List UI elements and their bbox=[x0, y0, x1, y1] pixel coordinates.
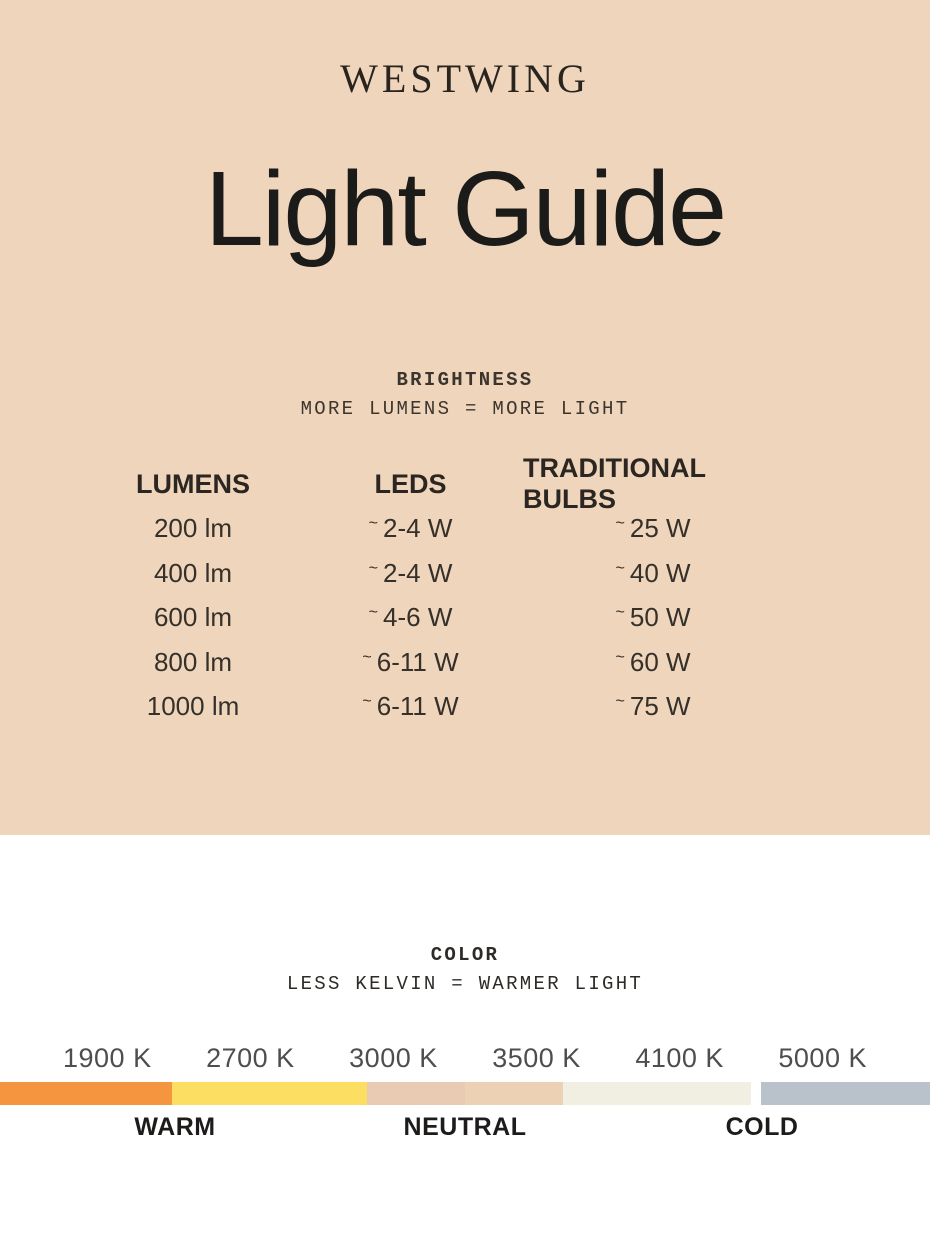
kelvin-scale-labels bbox=[0, 1043, 930, 1074]
color-subheading: LESS KELVIN = WARMER LIGHT bbox=[286, 973, 644, 995]
bulbs-cell bbox=[615, 691, 690, 722]
lumens-cell: 800 lm bbox=[153, 646, 233, 677]
bar-segment-5000k bbox=[761, 1082, 930, 1105]
leds-value: 6-11 W bbox=[376, 646, 459, 677]
color-temperature-section bbox=[0, 835, 930, 1240]
brightness-heading: BRIGHTNESS bbox=[396, 369, 534, 391]
leds-cell bbox=[369, 513, 453, 544]
brightness-heading-block bbox=[0, 366, 930, 424]
kelvin-label-1900k: 1900 K bbox=[63, 1043, 152, 1073]
approx-tilde: ~ bbox=[368, 558, 379, 577]
bulbs-value: 50 W bbox=[629, 602, 691, 633]
lumens-cell: 400 lm bbox=[153, 557, 233, 588]
bulbs-value: 40 W bbox=[629, 557, 691, 588]
kelvin-label-4100k: 4100 K bbox=[635, 1043, 724, 1073]
bulbs-value: 60 W bbox=[629, 646, 691, 677]
brightness-subheading: MORE LUMENS = MORE LIGHT bbox=[300, 398, 630, 420]
leds-value: 2-4 W bbox=[383, 557, 453, 588]
approx-tilde: ~ bbox=[615, 647, 625, 666]
color-heading-block bbox=[0, 941, 930, 999]
kelvin-label-3500k: 3500 K bbox=[492, 1043, 581, 1073]
leds-value: 6-11 W bbox=[376, 691, 459, 722]
leds-cell bbox=[362, 647, 458, 678]
temperature-label-warm: WARM bbox=[134, 1113, 216, 1141]
bar-segment-2700k bbox=[172, 1082, 367, 1105]
bar-segment-4100k bbox=[563, 1082, 752, 1105]
kelvin-label-5000k: 5000 K bbox=[778, 1043, 867, 1073]
bar-segment-1900k bbox=[0, 1082, 172, 1105]
color-temperature-bar bbox=[0, 1082, 930, 1105]
column-header-traditional-bulbs: TRADITIONAL BULBS bbox=[523, 453, 706, 515]
bar-segment-3500k bbox=[465, 1082, 563, 1105]
approx-tilde: ~ bbox=[368, 514, 379, 533]
approx-tilde: ~ bbox=[362, 692, 372, 711]
leds-cell bbox=[369, 558, 453, 589]
bulbs-cell bbox=[615, 602, 690, 633]
approx-tilde: ~ bbox=[615, 603, 625, 622]
bulbs-value: 75 W bbox=[629, 691, 691, 722]
leds-value: 4-6 W bbox=[383, 602, 453, 633]
column-header-leds: LEDS bbox=[374, 468, 447, 499]
page-title: Light Guide bbox=[204, 150, 726, 268]
lumens-conversion-table bbox=[88, 453, 783, 729]
color-heading: COLOR bbox=[430, 944, 500, 966]
approx-tilde: ~ bbox=[368, 603, 379, 622]
brand-logo: WESTWING bbox=[340, 56, 590, 101]
bulbs-cell bbox=[615, 513, 690, 544]
temperature-label-cold: COLD bbox=[725, 1113, 799, 1141]
temperature-label-neutral: NEUTRAL bbox=[403, 1113, 527, 1141]
leds-cell bbox=[369, 602, 453, 633]
kelvin-label-3000k: 3000 K bbox=[349, 1043, 438, 1073]
leds-cell bbox=[362, 691, 458, 722]
approx-tilde: ~ bbox=[615, 514, 625, 533]
kelvin-label-2700k: 2700 K bbox=[206, 1043, 295, 1073]
lumens-cell: 600 lm bbox=[153, 602, 233, 633]
bar-segment-3000k bbox=[367, 1082, 465, 1105]
approx-tilde: ~ bbox=[362, 647, 372, 666]
approx-tilde: ~ bbox=[615, 692, 625, 711]
lumens-cell: 1000 lm bbox=[146, 691, 240, 722]
lumens-cell: 200 lm bbox=[153, 513, 233, 544]
leds-value: 2-4 W bbox=[383, 513, 453, 544]
column-header-lumens: LUMENS bbox=[136, 468, 250, 499]
bulbs-value: 25 W bbox=[629, 513, 691, 544]
bulbs-cell bbox=[615, 647, 690, 678]
approx-tilde: ~ bbox=[615, 558, 625, 577]
bulbs-cell bbox=[615, 558, 690, 589]
